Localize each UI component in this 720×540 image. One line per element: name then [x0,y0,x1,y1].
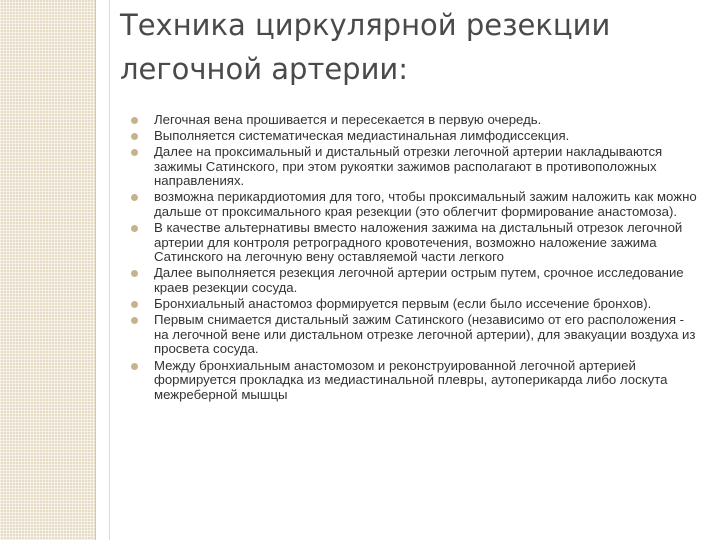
vertical-divider-line [109,0,110,540]
bullet-list [129,113,701,404]
bullet-text: Между бронхиальным анастомозом и реконструированной легочной артерией формируется прокладка из медиастинальной плевры, аутоперикарда либо лоскута межреберной мышцы [154,357,668,402]
bullet-item [129,221,701,265]
bullet-text: Далее на проксимальный и дистальный отрезки легочной артерии накладываются зажимы Сатинского, при этом рукоятки зажимов располагают в противоположных направлениях. [154,144,663,189]
bullet-dot-icon [131,270,138,277]
bullet-text: возможна перикардиотомия для того, чтобы проксимальный зажим наложить как можно дальше от проксимального края резекции (это облегчит формирование анастомоза). [154,189,697,220]
bullet-item [129,297,701,312]
decorative-left-strip [0,0,95,540]
bullet-item [129,113,701,128]
bullet-dot-icon [131,194,138,201]
bullet-text: Бронхиальный анастомоз формируется первым (если было иссечение бронхов). [154,296,652,312]
bullet-item [129,359,701,403]
bullet-text: Легочная вена прошивается и пересекается в первую очередь. [154,112,542,127]
bullet-item [129,266,701,295]
slide-title: Техника циркулярной резекции легочной артерии: [120,8,611,86]
bullet-item [129,145,701,189]
bullet-dot-icon [131,317,138,324]
bullet-dot-icon [131,117,138,124]
strip-edge-line [95,0,96,540]
bullet-dot-icon [131,301,138,308]
bullet-item [129,129,701,144]
bullet-item [129,190,701,219]
bullet-text: В качестве альтернативы вместо наложения зажима на дистальный отрезок легочной артерии для контроля ретроградного кровотечения, возможно наложение зажима Сатинского на легочную вену оставляемой части легкого [154,220,683,265]
bullet-item [129,313,701,357]
bullet-dot-icon [131,149,138,156]
bullet-text: Выполняется систематическая медиастинальная лимфодиссекция. [154,128,570,144]
bullet-dot-icon [131,225,138,232]
bullet-dot-icon [131,133,138,140]
bullet-text: Далее выполняется резекция легочной артерии острым путем, срочное исследование краев резекции сосуда. [154,265,684,296]
bullet-text: Первым снимается дистальный зажим Сатинского (независимо от его расположения - на легочной вене или дистальном отрезке легочной артерии), для эвакуации воздуха из просвета сосуда. [154,312,696,357]
bullet-dot-icon [131,363,138,370]
